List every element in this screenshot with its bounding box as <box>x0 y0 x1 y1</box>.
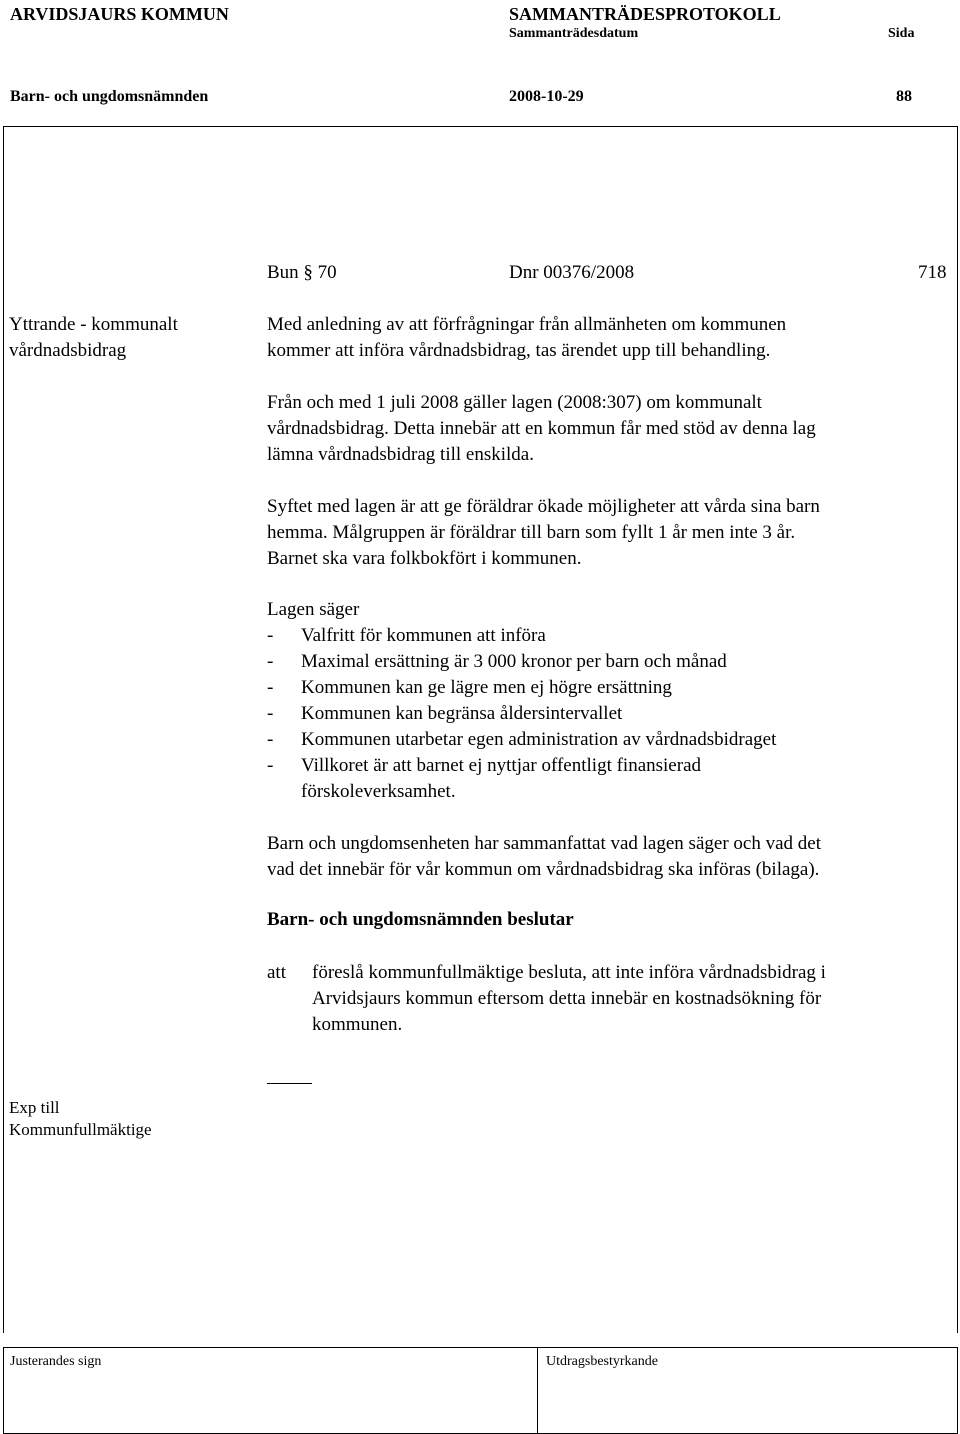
page-number: 88 <box>896 88 912 105</box>
signature-label-utdrag: Utdragsbestyrkande <box>546 1354 658 1369</box>
paragraph-line: vårdnadsbidrag. Detta innebär att en kommun får med stöd av denna lag <box>267 418 816 439</box>
case-title-line: Yttrande - kommunalt <box>9 314 178 335</box>
decision-line: kommunen. <box>312 1014 403 1035</box>
committee-name: Barn- och ungdomsnämnden <box>10 88 209 105</box>
paragraph-line: Syftet med lagen är att ge föräldrar ökade möjligheter att vårda sina barn <box>267 496 820 517</box>
case-title-line: vårdnadsbidrag <box>9 340 127 361</box>
decision-text <box>312 960 826 1038</box>
signature-divider <box>537 1348 538 1433</box>
case-dnr: Dnr 00376/2008 <box>509 262 635 283</box>
decision-line: Arvidsjaurs kommun eftersom detta innebär en kostnadsökning för <box>312 988 822 1009</box>
decision-prefix: att <box>267 962 286 983</box>
paragraph-line: Med anledning av att förfrågningar från allmänheten om kommunen <box>267 314 787 335</box>
signature-box <box>3 1347 958 1434</box>
list-item: - Kommunen utarbetar egen administration av vårdnadsbidraget <box>267 729 777 750</box>
meeting-date-label: Sammanträdesdatum <box>509 26 639 41</box>
distribution-line: Exp till <box>9 1098 60 1117</box>
paragraph-background <box>267 312 947 364</box>
page-label: Sida <box>888 26 915 41</box>
municipality-name: ARVIDSJAURS KOMMUN <box>10 4 229 24</box>
list-item: - Kommunen kan ge lägre men ej högre ersättning <box>267 677 672 698</box>
list-item: - Valfritt för kommunen att införa <box>267 625 546 646</box>
case-title <box>9 312 178 364</box>
decision-line: föreslå kommunfullmäktige besluta, att inte införa vårdnadsbidrag i <box>312 962 826 983</box>
law-summary-list <box>267 597 947 805</box>
paragraph-line: Barn och ungdomsenheten har sammanfattat vad lagen säger och vad det <box>267 833 821 854</box>
paragraph-summary <box>267 831 947 883</box>
list-item: - Kommunen kan begränsa åldersintervallet <box>267 703 623 724</box>
paragraph-line: hemma. Målgruppen är föräldrar till barn som fyllt 1 år men inte 3 år. <box>267 522 796 543</box>
signature-label-justerande: Justerandes sign <box>10 1354 102 1369</box>
paragraph-line: Från och med 1 juli 2008 gäller lagen (2008:307) om kommunalt <box>267 392 762 413</box>
decision-heading: Barn- och ungdomsnämnden beslutar <box>267 909 574 930</box>
paragraph-line: vad det innebär för vår kommun om vårdnadsbidrag ska införas (bilaga). <box>267 859 820 880</box>
paragraph-line: Barnet ska vara folkbokfört i kommunen. <box>267 548 582 569</box>
paragraph-line: lämna vårdnadsbidrag till enskilda. <box>267 444 534 465</box>
distribution-list <box>9 1097 152 1141</box>
paragraph-line: kommer att införa vårdnadsbidrag, tas ärendet upp till behandling. <box>267 340 771 361</box>
meeting-date: 2008-10-29 <box>509 88 584 105</box>
paragraph-law <box>267 390 947 468</box>
list-item: - Maximal ersättning är 3 000 kronor per barn och månad <box>267 651 727 672</box>
distribution-line: Kommunfullmäktige <box>9 1120 152 1139</box>
list-heading: Lagen säger <box>267 599 360 620</box>
case-reference: Bun § 70 <box>267 262 337 283</box>
paragraph-purpose <box>267 494 947 572</box>
separator-rule <box>267 1083 312 1084</box>
document-type: SAMMANTRÄDESPROTOKOLL <box>509 4 781 24</box>
case-code: 718 <box>918 262 947 283</box>
list-item: - Villkoret är att barnet ej nyttjar offentligt finansierad förskoleverksamhet. <box>267 755 702 802</box>
